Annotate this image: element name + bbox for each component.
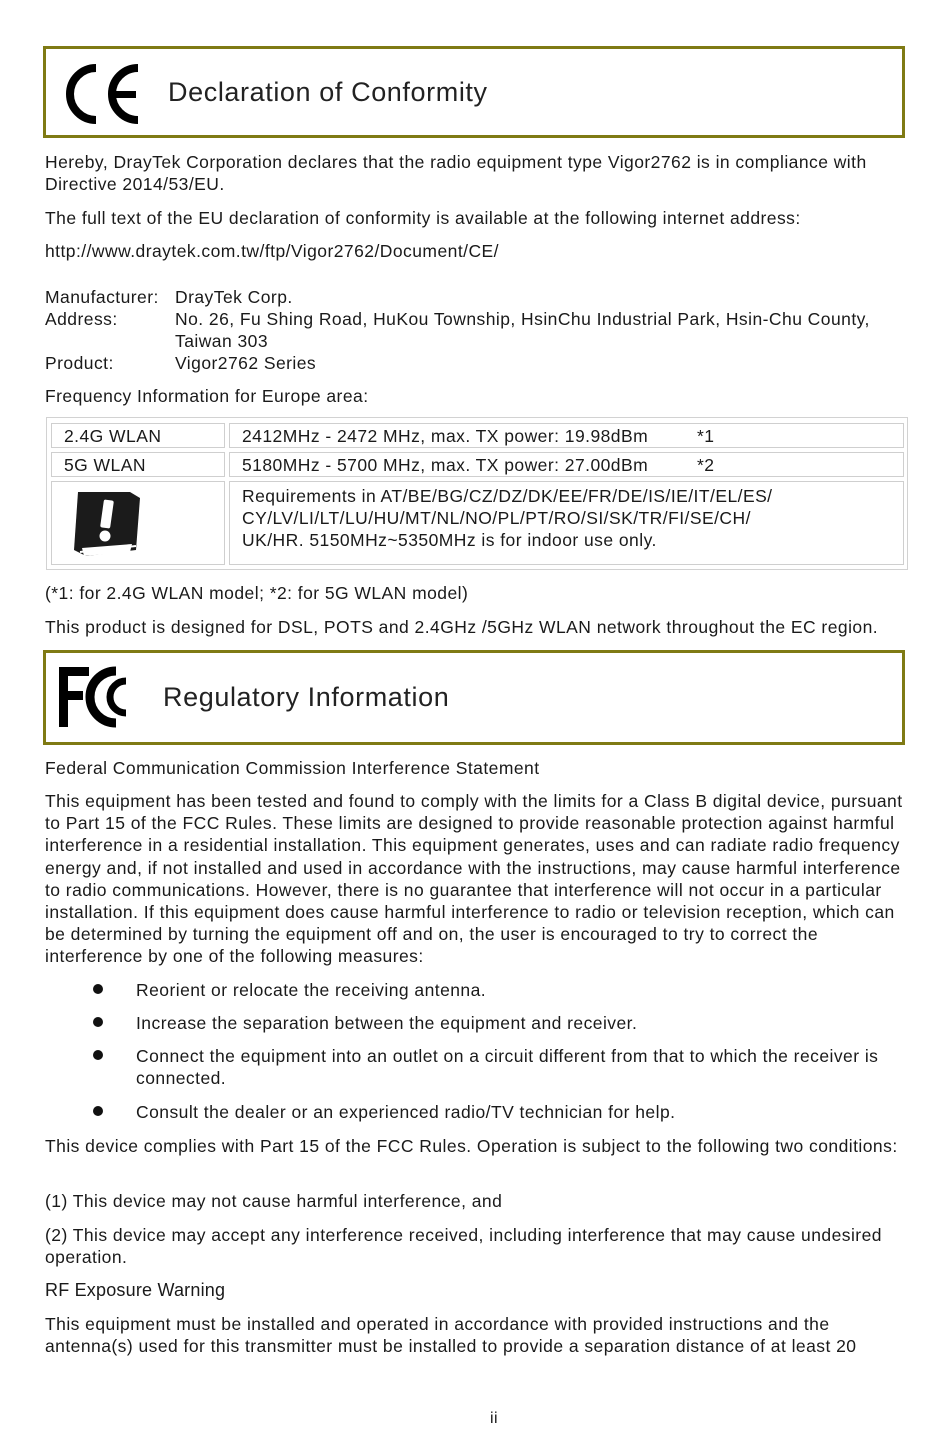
product-label: Product: xyxy=(45,353,114,373)
spec-5g: 5180MHz - 5700 MHz, max. TX power: 27.00dBm xyxy=(242,455,649,475)
frequency-table xyxy=(46,417,908,570)
declaration-url: http://www.draytek.com.tw/ftp/Vigor2762/Document/CE/ xyxy=(45,241,499,261)
band-5g: 5G WLAN xyxy=(64,455,146,475)
manufacturer-value: DrayTek Corp. xyxy=(175,287,293,307)
address-line-2: Taiwan 303 xyxy=(175,331,269,351)
table-row-2-spec-cell xyxy=(229,452,904,477)
rf-heading: RF Exposure Warning xyxy=(45,1280,226,1300)
bullet-dot xyxy=(93,1017,103,1027)
note-2g: *1 xyxy=(697,426,715,446)
condition-1: (1) This device may not cause harmful interference, and xyxy=(45,1191,503,1211)
table-row-3-icon-cell xyxy=(51,481,225,565)
list-item: Connect the equipment into an outlet on a circuit different from that to which the receiver is connected. xyxy=(136,1046,879,1089)
part15-text: This device complies with Part 15 of the FCC Rules. Operation is subject to the following two conditions: xyxy=(45,1136,898,1156)
fcc-paragraph: This equipment has been tested and found to comply with the limits for a Class B digital device, pursuant to Part 15 of the FCC Rules. These limits are designed to provide reasonable protection against harmful interference in a residential installation. This equipment generates, uses and can radiate radio frequency energy and, if not installed and used in accordance with the instructions, may cause harmful interference to radio communications. However, there is no guarantee that interference will not occur in a particular installation. If this equipment does cause harmful interference to radio or television reception, which can be determined by turning the equipment off and on, the user is encouraged to try to correct the interference by one of the following measures: xyxy=(45,791,903,967)
manual-warning-icon xyxy=(66,486,146,567)
manufacturer-label: Manufacturer: xyxy=(45,287,159,307)
table-row-1-spec-cell xyxy=(229,423,904,448)
requirements-line-3: UK/HR. 5150MHz~5350MHz is for indoor use only. xyxy=(242,530,657,550)
rf-paragraph: This equipment must be installed and operated in accordance with provided instructions and the antenna(s) used for this transmitter must be installed to provide a separation distance of at least 20 xyxy=(45,1314,857,1357)
bullet-dot xyxy=(93,1050,103,1060)
footnote: (*1: for 2.4G WLAN model; *2: for 5G WLAN model) xyxy=(45,583,469,603)
table-row-2-band-cell xyxy=(51,452,225,477)
full-text-line: The full text of the EU declaration of conformity is available at the following internet address: xyxy=(45,208,801,228)
list-item: Increase the separation between the equipment and receiver. xyxy=(136,1013,638,1033)
regulatory-title: Regulatory Information xyxy=(163,682,450,712)
address-line-1: No. 26, Fu Shing Road, HuKou Township, HsinChu Industrial Park, Hsin-Chu County, xyxy=(175,309,870,329)
page-title: Declaration of Conformity xyxy=(168,77,488,107)
page-number: ii xyxy=(490,1410,499,1427)
table-row-1-band-cell xyxy=(51,423,225,448)
fcc-logo xyxy=(56,663,138,736)
bullet-dot xyxy=(93,1106,103,1116)
list-item: Reorient or relocate the receiving antenna. xyxy=(136,980,487,1000)
table-row-3-text-cell xyxy=(229,481,904,565)
band-2g: 2.4G WLAN xyxy=(64,426,162,446)
condition-2: (2) This device may accept any interference received, including interference that may cause undesired operation. xyxy=(45,1225,882,1268)
spec-2g: 2412MHz - 2472 MHz, max. TX power: 19.98dBm xyxy=(242,426,649,446)
bullet-dot xyxy=(93,984,103,994)
requirements-line-1: Requirements in AT/BE/BG/CZ/DZ/DK/EE/FR/DE/IS/IE/IT/EL/ES/ xyxy=(242,486,773,506)
ce-logo xyxy=(56,62,146,131)
fcc-heading: Federal Communication Commission Interference Statement xyxy=(45,758,540,778)
declaration-text: Hereby, DrayTek Corporation declares that the radio equipment type Vigor2762 is in compliance with Directive 2014/53/EU. xyxy=(45,152,867,195)
regulatory-banner xyxy=(43,650,905,745)
list-item: Consult the dealer or an experienced radio/TV technician for help. xyxy=(136,1102,676,1122)
designed-for: This product is designed for DSL, POTS and 2.4GHz /5GHz WLAN network throughout the EC region. xyxy=(45,617,879,637)
freq-heading: Frequency Information for Europe area: xyxy=(45,386,369,406)
product-value: Vigor2762 Series xyxy=(175,353,317,373)
address-label: Address: xyxy=(45,309,118,329)
doc-banner xyxy=(43,46,905,138)
note-5g: *2 xyxy=(697,455,715,475)
requirements-line-2: CY/LV/LI/LT/LU/HU/MT/NL/NO/PL/PT/RO/SI/SK/TR/FI/SE/CH/ xyxy=(242,508,751,528)
